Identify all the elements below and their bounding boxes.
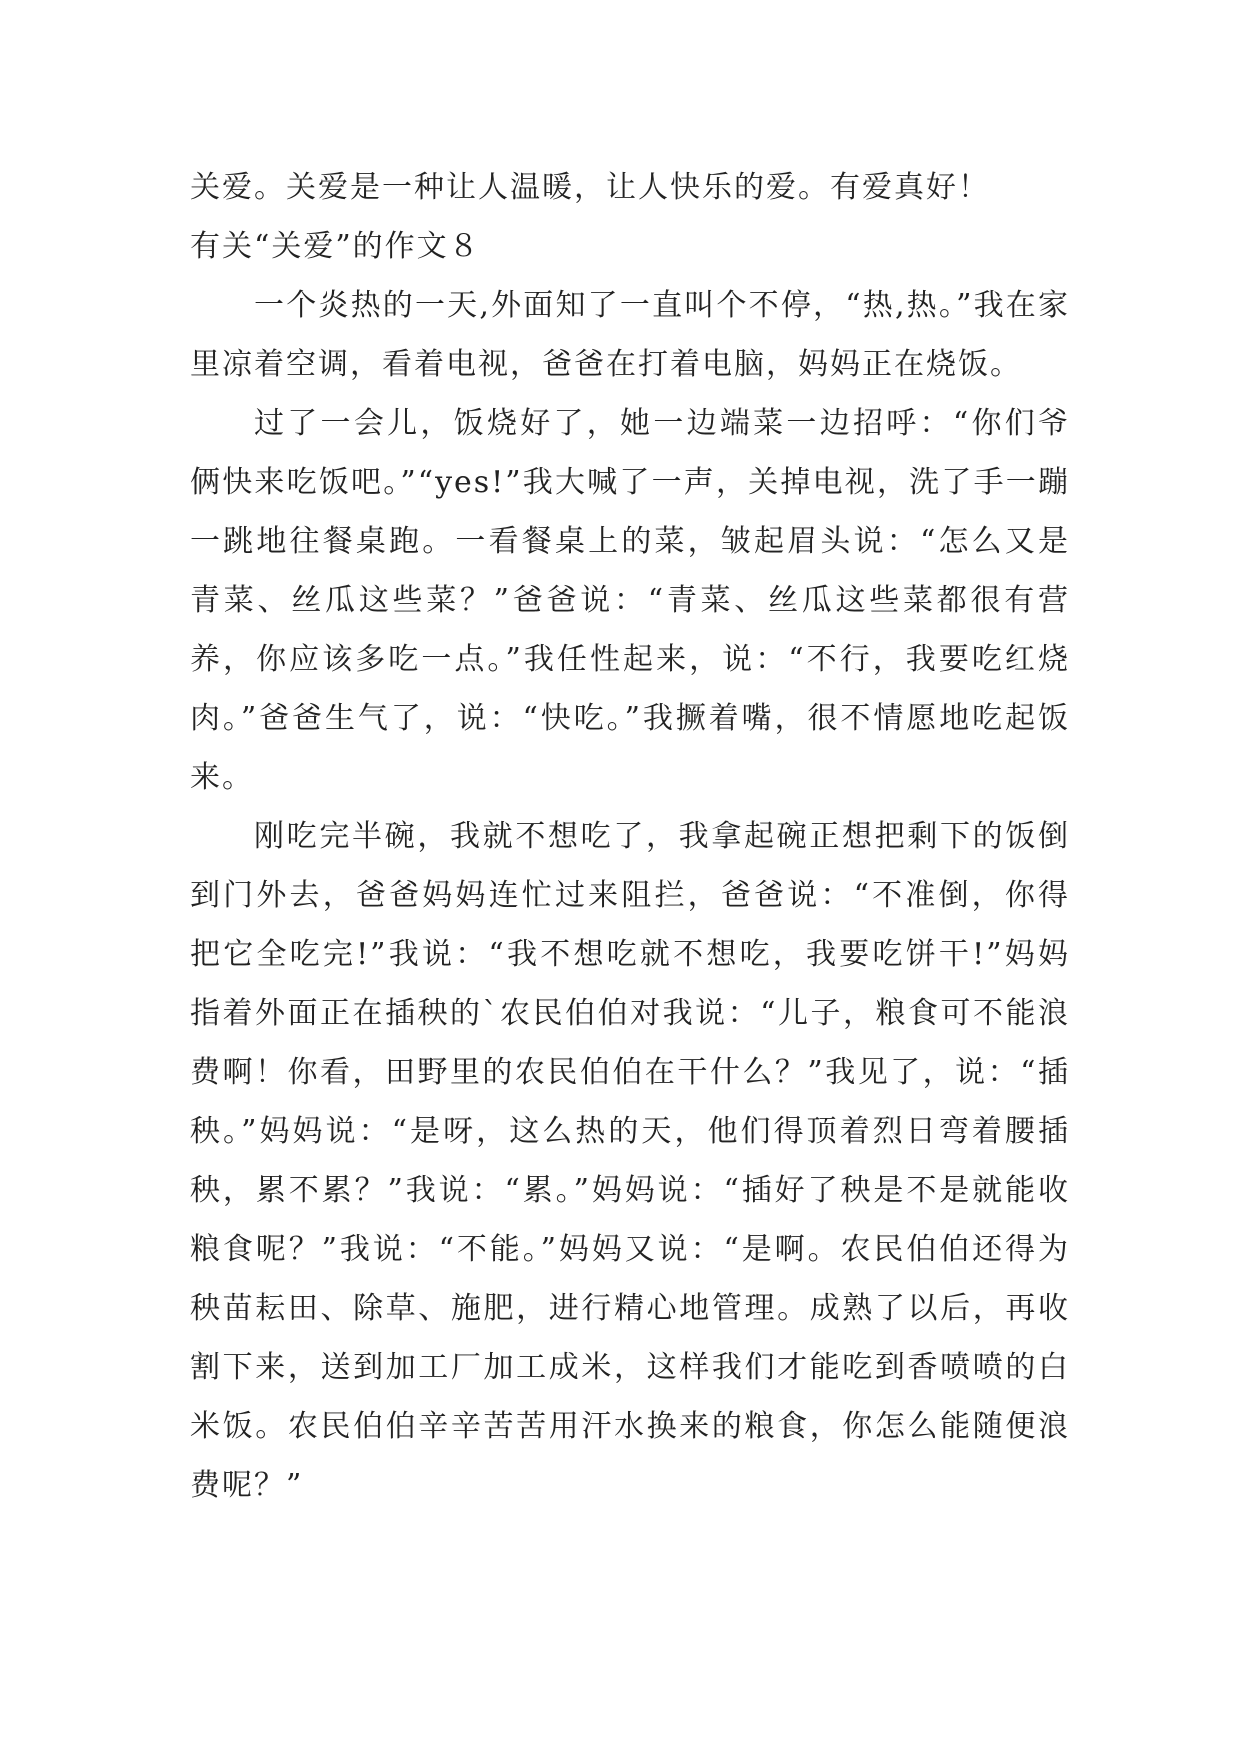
document-body — [190, 158, 1070, 1515]
lead-line: 关爱。关爱是一种让人温暖，让人快乐的爱。有爱真好！ — [190, 170, 990, 205]
paragraph-3: 刚吃完半碗，我就不想吃了，我拿起碗正想把剩下的饭倒到门外去，爸爸妈妈连忙过来阻拦，爸爸说：“不准倒，你得把它全吃完!”我说：“我不想吃就不想吃，我要吃饼干!”妈妈指着外面正在插秧的`农民伯伯对我说：“儿子，粮食可不能浪费啊！你看，田野里的农民伯伯在干什么？”我见了，说：“插秧。”妈妈说：“是呀，这么热的天，他们得顶着烈日弯着腰插秧，累不累？”我说：“累。”妈妈说：“插好了秧是不是就能收粮食呢？”我说：“不能。”妈妈又说：“是啊。农民伯伯还得为秧苗耘田、除草、施肥，进行精心地管理。成熟了以后，再收割下来，送到加工厂加工成米，这样我们才能吃到香喷喷的白米饭。农民伯伯辛辛苦苦用汗水换来的粮食，你怎么能随便浪费呢？” — [190, 819, 1070, 1503]
essay-heading: 有关“关爱”的作文８ — [190, 229, 481, 264]
paragraph-2: 过了一会儿，饭烧好了，她一边端菜一边招呼：“你们爷俩快来吃饭吧。”“yes!”我大喊了一声，关掉电视，洗了手一蹦一跳地往餐桌跑。一看餐桌上的菜，皱起眉头说：“怎么又是青菜、丝瓜这些菜？”爸爸说：“青菜、丝瓜这些菜都很有营养，你应该多吃一点。”我任性起来，说：“不行，我要吃红烧肉。”爸爸生气了，说：“快吃。”我撅着嘴，很不情愿地吃起饭来。 — [190, 406, 1070, 795]
paragraph-1: 一个炎热的一天,外面知了一直叫个不停，“热,热。”我在家里凉着空调，看着电视，爸爸在打着电脑，妈妈正在烧饭。 — [190, 288, 1070, 382]
